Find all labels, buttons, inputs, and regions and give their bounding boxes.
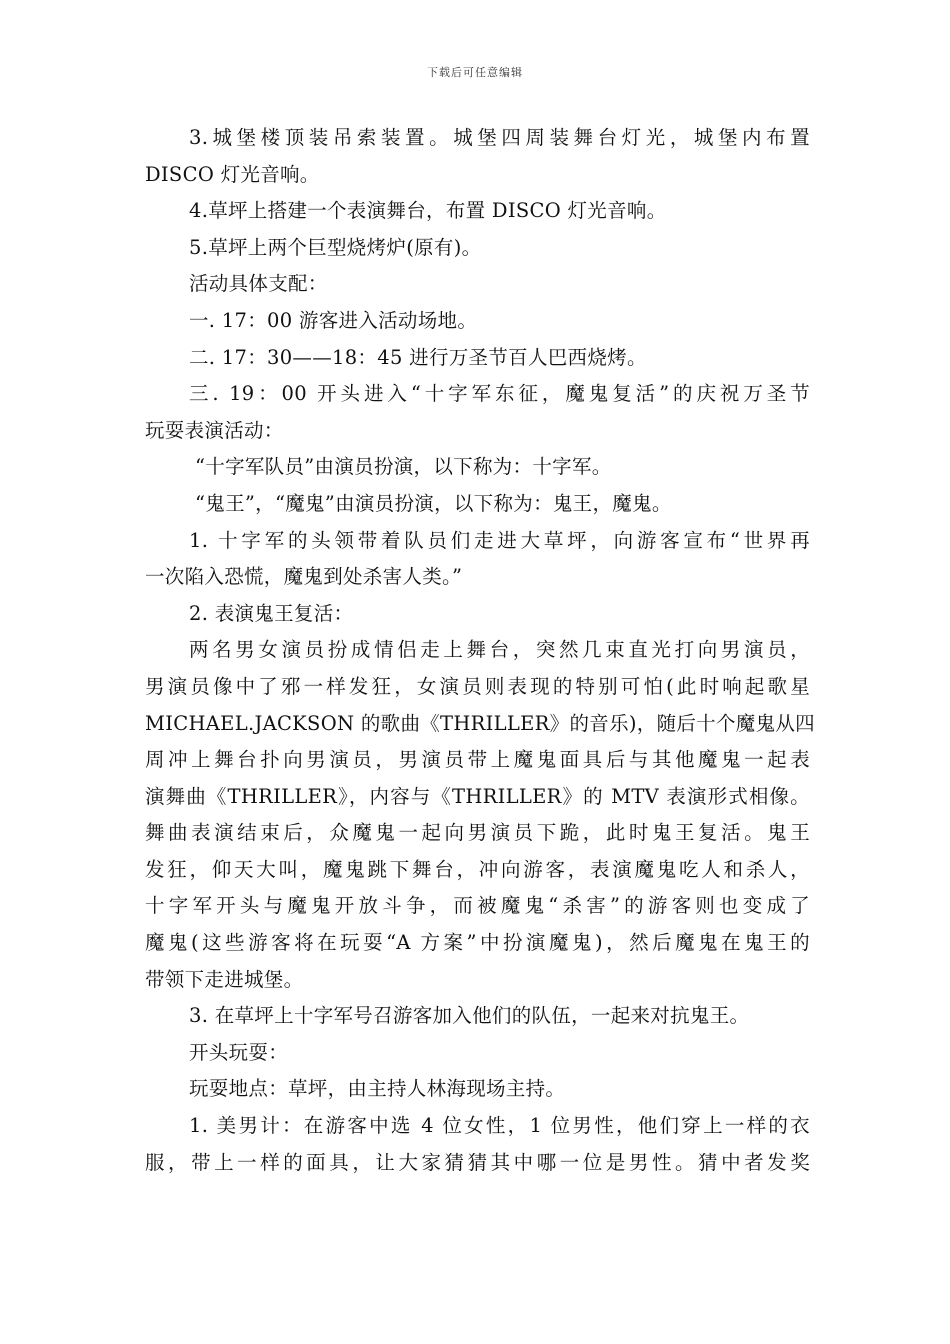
document-body [145, 120, 815, 1181]
paragraph-line: 十字军开头与魔鬼开放斗争，而被魔鬼“杀害”的游客则也变成了 [145, 894, 810, 918]
section-heading: 活动具体支配： [189, 272, 328, 296]
paragraph-line: 发狂，仰天大叫，魔鬼跳下舞台，冲向游客，表演魔鬼吃人和杀人， [145, 857, 810, 881]
paragraph-line: “鬼王”，“魔鬼”由演员扮演，以下称为：鬼王，魔鬼。 [195, 491, 672, 515]
paragraph-line: 1. 十字军的头领带着队员们走进大草坪，向游客宣布“世界再 [189, 528, 810, 552]
page-header: 下载后可任意编辑 [427, 66, 523, 79]
paragraph-line: 玩耍表演活动： [145, 418, 284, 442]
paragraph-line: 两名男女演员扮成情侣走上舞台，突然几束直光打向男演员， [189, 638, 810, 662]
paragraph-line: MICHAEL.JACKSON 的歌曲《THRILLER》的音乐)，随后十个魔鬼从四 [145, 711, 815, 735]
paragraph-line: 2. 表演鬼王复活： [189, 601, 354, 625]
paragraph-line: 带领下走进城堡。 [145, 967, 304, 991]
paragraph-line: 3. 在草坪上十字军号召游客加入他们的队伍，一起来对抗鬼王。 [189, 1004, 750, 1028]
schedule-item: 一. 17：00 游客进入活动场地。 [189, 308, 478, 332]
paragraph-line: 3.城堡楼顶装吊索装置。城堡四周装舞台灯光，城堡内布置 [189, 126, 810, 149]
paragraph-line: 演舞曲《THRILLER》，内容与《THRILLER》的 MTV 表演形式相像。 [145, 784, 810, 808]
paragraph-line: 4.草坪上搭建一个表演舞台，布置 DISCO 灯光音响。 [189, 199, 667, 223]
schedule-item: 三. 19：00 开头进入“十字军东征，魔鬼复活”的庆祝万圣节 [189, 382, 810, 406]
section-heading: 开头玩耍： [189, 1040, 289, 1064]
paragraph-line: 5.草坪上两个巨型烧烤炉(原有)。 [189, 235, 482, 259]
schedule-item: 二. 17：30——18：45 进行万圣节百人巴西烧烤。 [189, 345, 647, 369]
paragraph-line: 魔鬼(这些游客将在玩耍“A 方案”中扮演魔鬼)，然后魔鬼在鬼王的 [145, 931, 810, 955]
paragraph-line: DISCO 灯光音响。 [145, 162, 320, 186]
paragraph-line: 一次陷入恐慌，魔鬼到处杀害人类。” [145, 565, 463, 589]
paragraph-line: 服，带上一样的面具，让大家猜猜其中哪一位是男性。猜中者发奖 [145, 1150, 810, 1174]
paragraph-line: 玩耍地点：草坪，由主持人林海现场主持。 [189, 1077, 566, 1101]
paragraph-line: 舞曲表演结束后，众魔鬼一起向男演员下跪，此时鬼王复活。鬼王 [145, 821, 810, 845]
paragraph-line: “十字军队员”由演员扮演，以下称为：十字军。 [195, 455, 612, 479]
paragraph-line: 男演员像中了邪一样发狂，女演员则表现的特别可怕(此时响起歌星 [145, 674, 810, 698]
paragraph-line: 周冲上舞台扑向男演员，男演员带上魔鬼面具后与其他魔鬼一起表 [145, 748, 810, 772]
paragraph-line: 1. 美男计：在游客中选 4 位女性，1 位男性，他们穿上一样的衣 [189, 1114, 810, 1138]
